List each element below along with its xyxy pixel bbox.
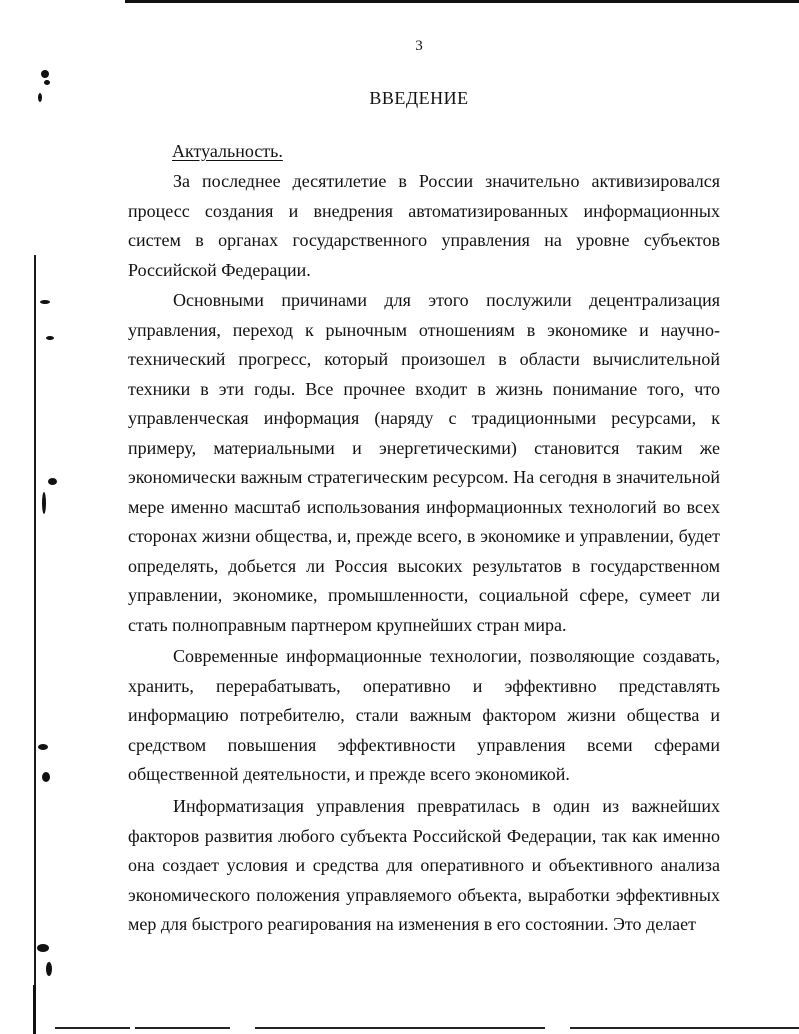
page-title: ВВЕДЕНИЕ bbox=[369, 88, 469, 108]
scan-speck bbox=[37, 944, 49, 952]
scan-speck bbox=[44, 80, 50, 85]
left-scan-edge-lower bbox=[33, 985, 36, 1034]
scan-speck bbox=[48, 478, 57, 485]
scan-speck bbox=[42, 772, 50, 782]
bottom-scan-line bbox=[55, 1027, 130, 1029]
left-scan-edge bbox=[34, 255, 36, 1034]
scan-speck bbox=[40, 300, 50, 304]
bottom-scan-line bbox=[570, 1027, 799, 1029]
paragraph-4: Информатизация управления превратилась в один из важнейших факторов развития любого субъекта Российской Федерации, так как именно она создает условия и средства для оперативного и объективного анализа экономического положения управляемого объекта, выработки эффективных мер для быстрого реагирования на изменения в его состоянии. Это делает bbox=[128, 796, 720, 934]
scan-speck bbox=[46, 336, 54, 340]
paragraph-1: За последнее десятилетие в России значительно активизировался процесс создания и внедрения автоматизированных информационных систем в органах государственного управления на уровне субъектов Российской Федерации. bbox=[128, 171, 720, 280]
paragraph-3: Современные информационные технологии, позволяющие создавать, хранить, перерабатывать, оперативно и эффективно представлять информацию потребителю, стали важным фактором жизни общества и средством повышения эффективности управления всеми сферами общественной деятельности, и прежде всего экономикой. bbox=[128, 646, 720, 784]
page-number: 3 bbox=[415, 38, 423, 54]
scan-speck bbox=[42, 492, 46, 514]
paragraph-2: Основными причинами для этого послужили децентрализация управления, переход к рыночным отношениям в экономике и научно-технический прогресс, который произошел в области вычислительной техники в эти годы. Все прочнее входит в жизнь понимание того, что управленческая информация (наряду с традиционными ресурсами, к примеру, материальными и энергетическими) становится таким же экономически важным стратегическим ресурсом. На сегодня в значительной мере именно масштаб использования информационных технологий во всех сторонах жизни общества, и, прежде всего, в экономике и управлении, будет определять, добьется ли Россия высоких результатов в государственном управлении, экономике, промышленности, социальной сфере, сумеет ли стать полноправным партнером крупнейших стран мира. bbox=[128, 290, 720, 635]
scan-speck bbox=[41, 70, 49, 78]
scan-speck bbox=[46, 962, 52, 976]
scan-speck bbox=[38, 744, 48, 750]
bottom-scan-line bbox=[135, 1027, 230, 1029]
section-heading: Актуальность. bbox=[172, 141, 283, 161]
bottom-scan-line bbox=[255, 1027, 545, 1029]
top-border-line bbox=[125, 0, 799, 3]
